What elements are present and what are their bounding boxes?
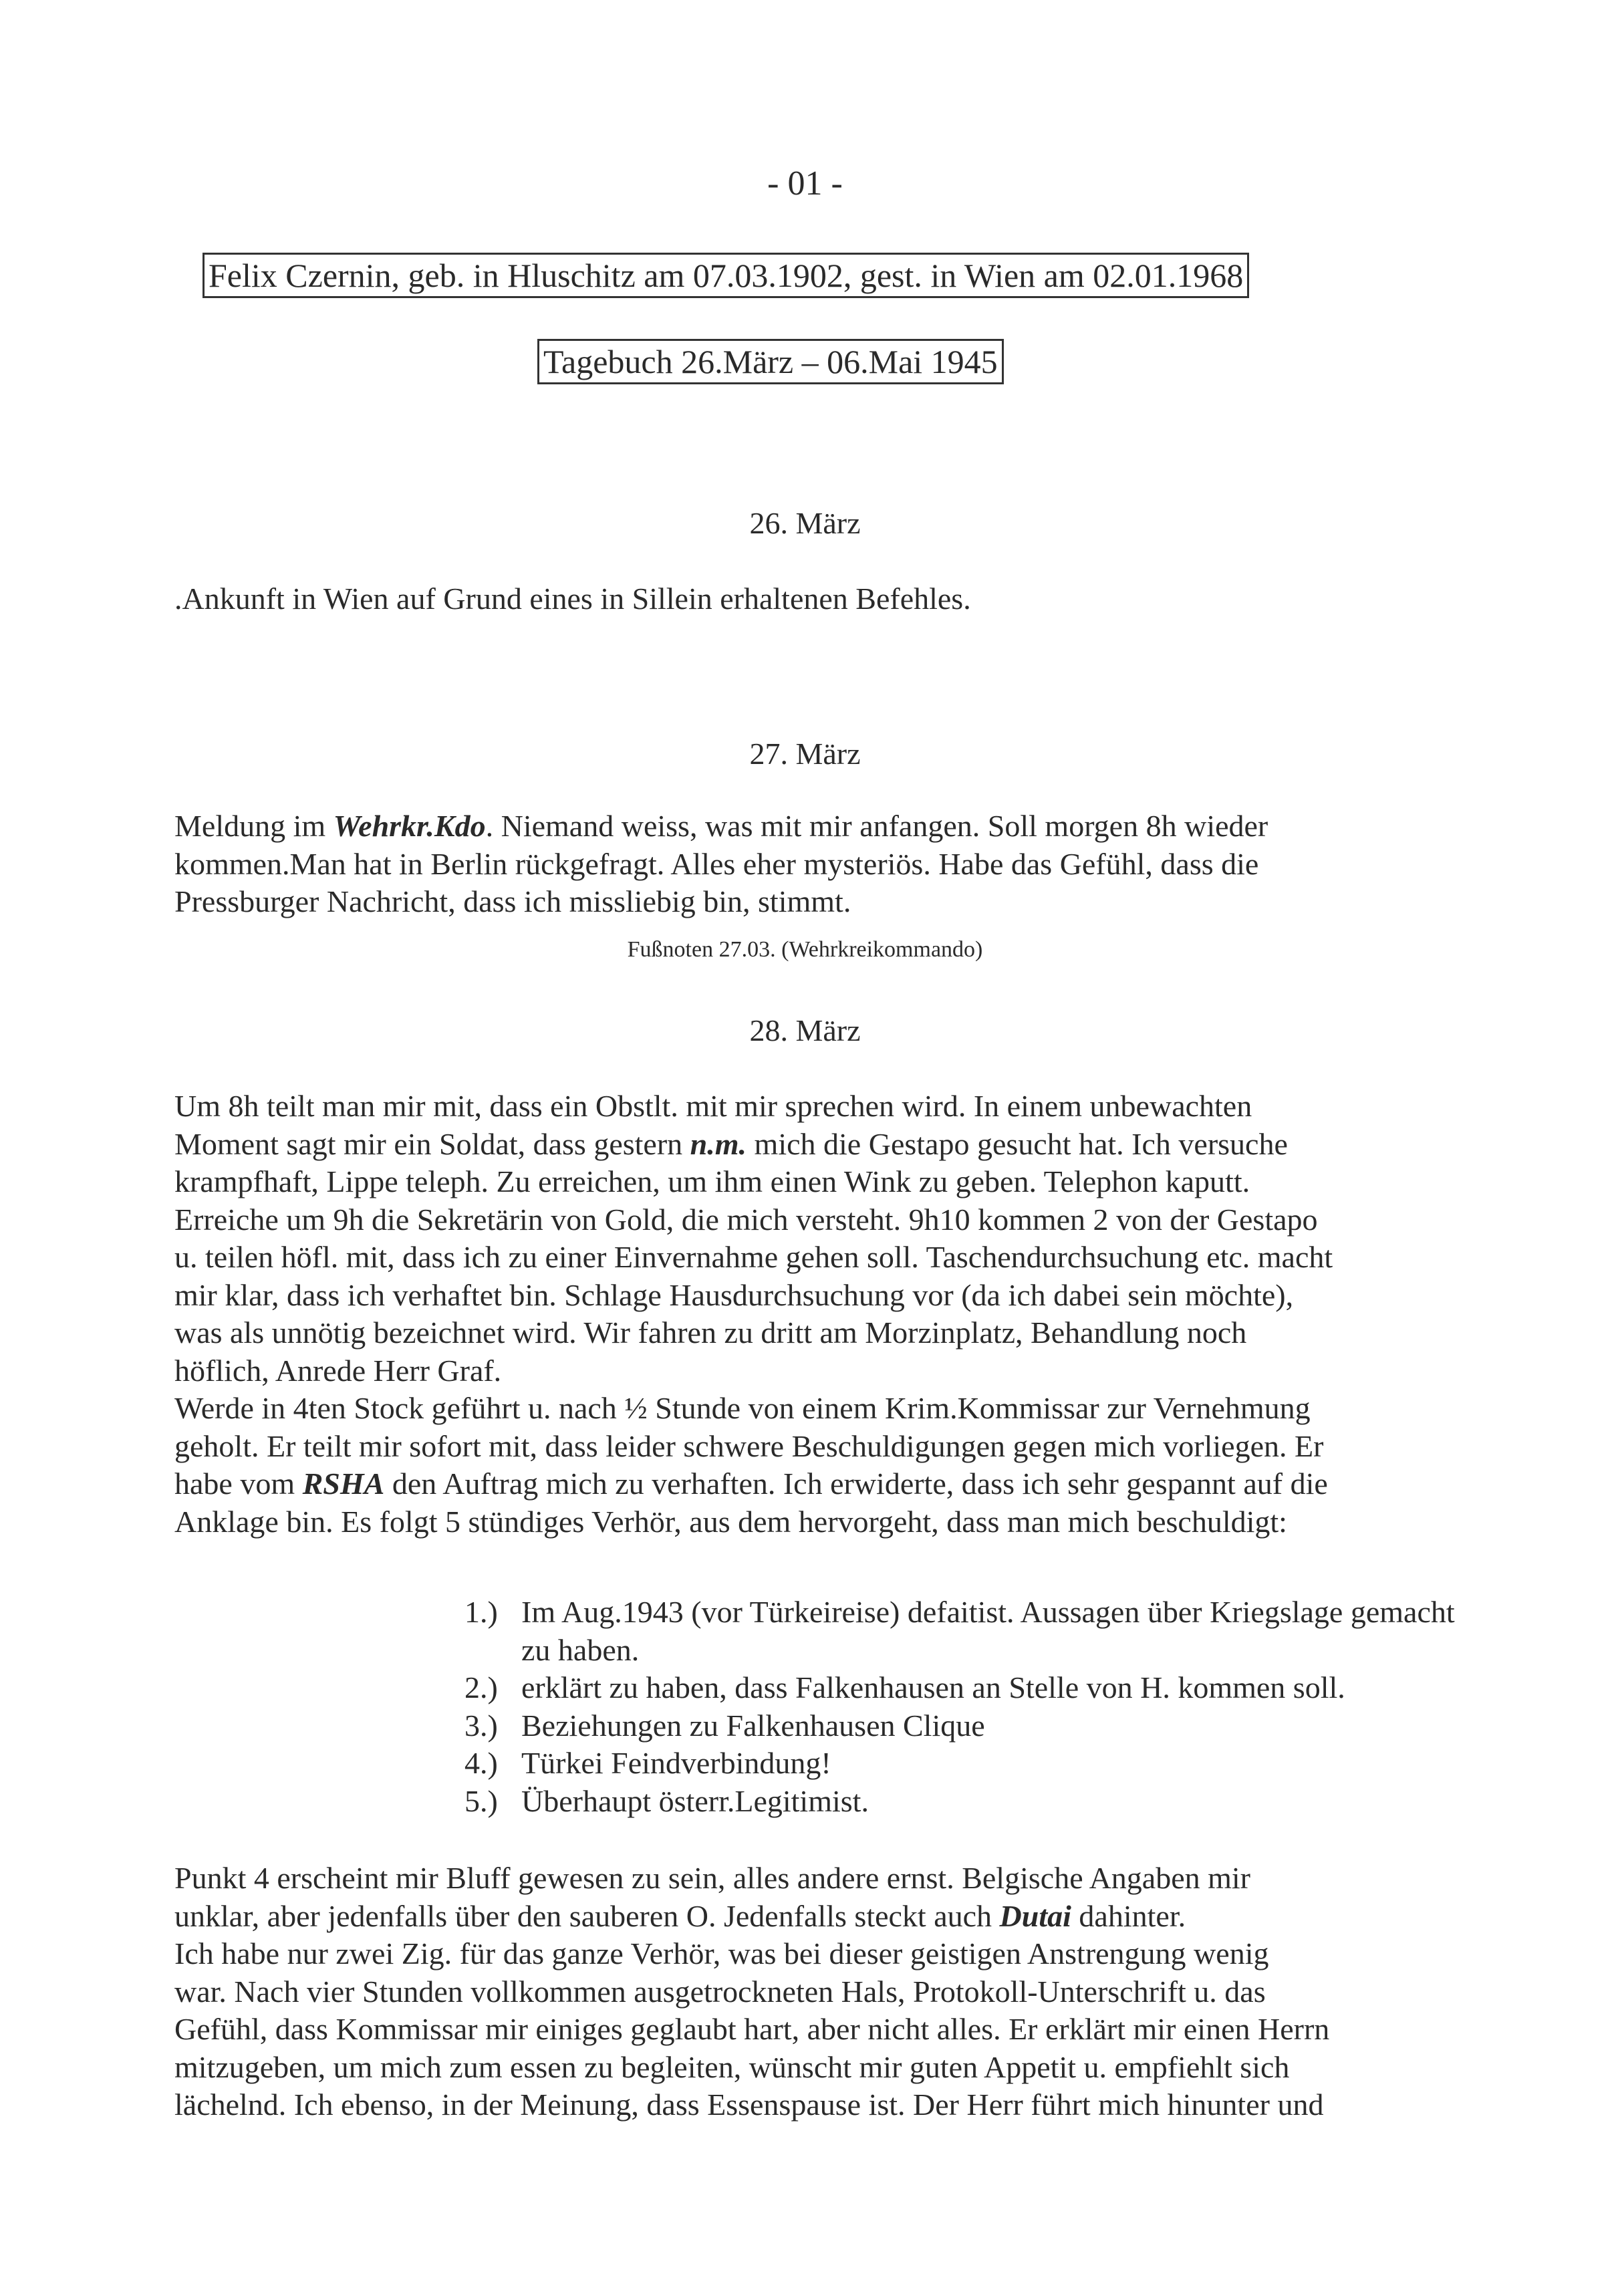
entry-date-28: 28. März [749,1013,861,1047]
list-number: 1.) [464,1595,498,1629]
text-line [174,807,1431,846]
list-text: Türkei Feindverbindung! [521,1746,831,1780]
emphasis-term: n.m. [690,1126,747,1161]
emphasis-term: RSHA [302,1466,385,1501]
text-line [174,1126,1431,1164]
text-line: u. teilen höfl. mit, dass ich zu einer Einvernahme gehen soll. Taschendurchsuchung etc. macht [174,1240,1333,1274]
text-line: .Ankunft in Wien auf Grund eines in Sillein erhaltenen Befehles. [174,582,971,616]
entry-text-28-continued [174,1860,1431,2124]
text-span: . Niemand weiss, was mit mir anfangen. Soll morgen 8h wieder [485,809,1268,843]
list-number: 3.) [464,1708,498,1743]
text-line: Gefühl, dass Kommissar mir einiges geglaubt hart, aber nicht alles. Er erklärt mir einen Herrn [174,2012,1330,2046]
text-line: mitzugeben, um mich zum essen zu begleiten, wünscht mir guten Appetit u. empfiehlt sich [174,2049,1290,2084]
entry-text-27 [174,807,1431,921]
text-line: Ich habe nur zwei Zig. für das ganze Verhör, was bei dieser geistigen Anstrengung wenig [174,1936,1269,1970]
list-item [464,1669,1467,1707]
list-number: 5.) [464,1783,498,1818]
entry-date-27: 27. März [749,737,861,771]
text-line: mir klar, dass ich verhaftet bin. Schlage Hausdurchsuchung vor (da ich dabei sein möchte), [174,1277,1294,1312]
text-line: höflich, Anrede Herr Graf. [174,1353,502,1388]
list-text: erklärt zu haben, dass Falkenhausen an Stelle von H. kommen soll. [521,1670,1345,1704]
list-text: Überhaupt österr.Legitimist. [521,1783,869,1818]
text-line [174,1465,1431,1503]
emphasis-term: Dutai [999,1898,1071,1933]
text-span: mich die Gestapo gesucht hat. Ich versuche [747,1126,1288,1161]
text-line: lächelnd. Ich ebenso, in der Meinung, dass Essenspause ist. Der Herr führt mich hinunter und [174,2087,1324,2122]
text-line [174,1898,1431,1936]
emphasis-term: Wehrkr.Kdo [333,809,486,843]
text-span: habe vom [174,1466,303,1501]
text-span: Moment sagt mir ein Soldat, dass gestern [174,1126,690,1161]
list-item [464,1745,1467,1783]
text-span: dahinter. [1071,1898,1186,1933]
page-number: - 01 - [767,164,843,203]
list-item [464,1593,1467,1669]
text-line: Pressburger Nachricht, dass ich missliebig bin, stimmt. [174,884,851,918]
text-line: kommen.Man hat in Berlin rückgefragt. Alles eher mysteriös. Habe das Gefühl, dass die [174,846,1259,881]
entry-date-26: 26. März [749,506,861,540]
footnote: Fußnoten 27.03. (Wehrkreikommando) [627,937,983,962]
text-line: Erreiche um 9h die Sekretärin von Gold, die mich versteht. 9h10 kommen 2 von der Gestapo [174,1202,1318,1237]
list-item [464,1783,1467,1821]
text-line: krampfhaft, Lippe teleph. Zu erreichen, um ihm einen Wink zu geben. Telephon kaputt. [174,1164,1250,1198]
text-span: den Auftrag mich zu verhaften. Ich erwiderte, dass ich sehr gespannt auf die [384,1466,1328,1501]
list-text: Im Aug.1943 (vor Türkeireise) defaitist. Aussagen über Kriegslage gemacht zu haben. [521,1595,1455,1667]
text-line: Werde in 4ten Stock geführt u. nach ½ Stunde von einem Krim.Kommissar zur Vernehmung [174,1391,1311,1425]
list-number: 4.) [464,1746,498,1780]
text-line: Um 8h teilt man mir mit, dass ein Obstlt. mit mir sprechen wird. In einem unbewachten [174,1089,1252,1123]
list-item [464,1707,1467,1745]
title-box: Tagebuch 26.März – 06.Mai 1945 [537,339,1004,384]
text-line: Punkt 4 erscheint mir Bluff gewesen zu sein, alles andere ernst. Belgische Angaben mir [174,1861,1250,1895]
text-line: was als unnötig bezeichnet wird. Wir fahren zu dritt am Morzinplatz, Behandlung noch [174,1315,1247,1350]
accusation-list [464,1593,1467,1820]
list-number: 2.) [464,1670,498,1704]
entry-text-26 [174,580,1431,618]
text-line: geholt. Er teilt mir sofort mit, dass leider schwere Beschuldigungen gegen mich vorliegen. Er [174,1428,1324,1463]
header-box: Felix Czernin, geb. in Hluschitz am 07.03.1902, gest. in Wien am 02.01.1968 [203,253,1249,298]
text-span: unklar, aber jedenfalls über den sauberen O. Jedenfalls steckt auch [174,1898,1000,1933]
text-line: Anklage bin. Es folgt 5 stündiges Verhör, aus dem hervorgeht, dass man mich beschuldigt: [174,1504,1287,1539]
list-text: Beziehungen zu Falkenhausen Clique [521,1708,985,1743]
text-span: Meldung im [174,809,333,843]
entry-text-28 [174,1088,1431,1541]
text-line: war. Nach vier Stunden vollkommen ausgetrockneten Hals, Protokoll-Unterschrift u. das [174,1974,1266,2009]
